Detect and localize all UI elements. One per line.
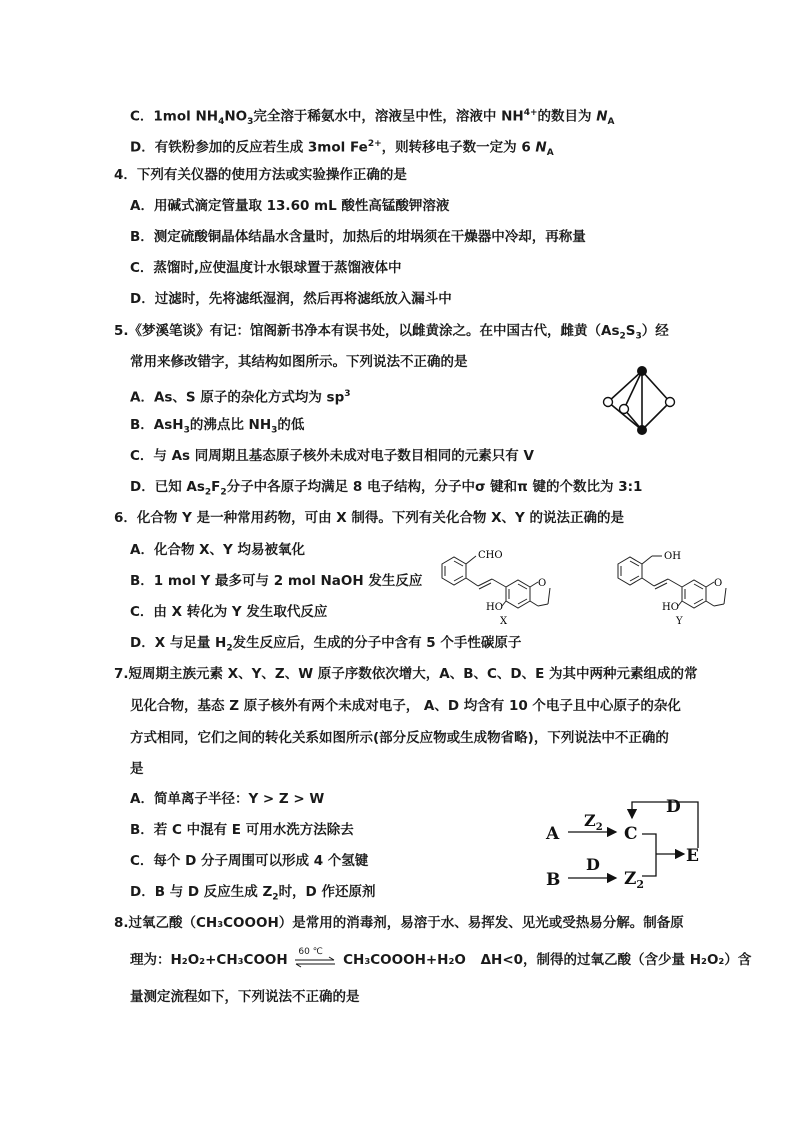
q5-option-b: B．AsH$_3$的沸点比 $NH_3$的低	[130, 417, 305, 436]
node-z2: $Z_2$	[624, 869, 645, 891]
x-compound-label: X	[500, 616, 508, 627]
q6-stem: 6．化合物 Y 是一种常用药物，可由 X 制得。下列有关化合物 X、Y 的说法正确的是	[114, 510, 624, 526]
q5-option-d: D．已知 $As_2F_2$分子中各原子均满足 8 电子结构，分子中σ 键和π 键的个数比为 3:1	[130, 479, 643, 498]
q7-stem-line3: 方式相同，它们之间的转化关系如图所示(部分反应物或生成物省略)，下列说法中不正确的	[130, 730, 669, 746]
s-atom-middle	[620, 405, 629, 414]
label-d-arrow: D	[586, 855, 600, 874]
y-ho-label: HO	[662, 602, 679, 613]
q5-option-c: C．与 As 同周期且基态原子核外未成对电子数目相同的元素只有 V	[130, 448, 534, 464]
q7-stem-line1: 7.短周期主族元素 X、Y、Z、W 原子序数依次增大，A、B、C、D、E 为其中两种元素组成的常	[114, 666, 698, 682]
q6-option-a: A．化合物 X、Y 均易被氧化	[130, 542, 306, 558]
q3-option-c: C．1mol $NH_4NO_3$完全溶于稀氨水中，溶液呈中性，溶液中 $NH^{4+}$的数目为 $N_A$	[130, 108, 615, 128]
as-atom-bottom	[637, 425, 647, 435]
y-compound-label: Y	[676, 616, 683, 627]
q6-option-b: B．1 mol Y 最多可与 2 mol NaOH 发生反应	[130, 573, 423, 589]
q7-option-a: A．简单离子半径：Y > Z > W	[130, 791, 325, 807]
y-oh-label: OH	[664, 551, 681, 562]
compound-y-structure	[608, 544, 758, 628]
q7-option-c: C．每个 D 分子周围可以形成 4 个氢键	[130, 853, 369, 869]
q7-stem-line2: 见化合物，基态 Z 原子核外有两个未成对电子， A、D 均含有 10 个电子且中心原子的杂化	[130, 698, 681, 714]
arrow-e-to-c	[632, 802, 698, 848]
s-atom-left	[604, 398, 613, 407]
q6-option-d: D．X 与足量 $H_2$发生反应后，生成的分子中含有 5 个手性碳原子	[130, 635, 522, 654]
q4-option-c: C．蒸馏时,应使温度计水银球置于蒸馏液体中	[130, 260, 402, 276]
bracket-c-z2	[642, 834, 656, 876]
q5-stem-line1: 5.《梦溪笔谈》有记：馆阁新书净本有误书处，以雌黄涂之。在中国古代，雌黄$(As_2S_3)$经	[114, 323, 669, 342]
q3-option-d: D．有铁粉参加的反应若生成 3mol $Fe^{2+}$，则转移电子数一定为 6 $N_A$	[130, 139, 554, 159]
q4-option-b: B．测定硫酸铜晶体结晶水含量时，加热后的坩埚须在干燥器中冷却，再称量	[130, 229, 586, 245]
node-e: E	[686, 846, 699, 866]
q4-option-a: A．用碱式滴定管量取 13.60 mL 酸性高锰酸钾溶液	[130, 198, 450, 214]
node-b: B	[546, 870, 561, 890]
label-z2-arrow: $Z_2$	[584, 811, 603, 833]
q8-stem-line1: 8.过氧乙酸（CH₃COOOH）是常用的消毒剂，易溶于水、易挥发、见光或受热易分解。制备原	[114, 915, 684, 931]
q4-option-d: D．过滤时，先将滤纸湿润，然后再将滤纸放入漏斗中	[130, 291, 452, 307]
as2s3-structure-figure	[596, 364, 684, 436]
node-a: A	[546, 824, 560, 844]
q8-stem-line3: 量测定流程如下，下列说法不正确的是	[130, 989, 360, 1005]
q6-option-c: C．由 X 转化为 Y 发生取代反应	[130, 604, 328, 620]
q4-stem: 4．下列有关仪器的使用方法或实验操作正确的是	[114, 167, 407, 183]
x-ho-label: HO	[486, 602, 503, 613]
q8-stem-line2: 理为：H₂O₂+CH₃COOH 60 ℃ CH₃COOOH+H₂O ΔH<0，制得的过氧乙酸（含少量 H₂O₂）含	[130, 947, 752, 968]
y-ring-o: O	[714, 578, 723, 589]
node-c: C	[624, 824, 638, 844]
q7-stem-line4: 是	[130, 761, 144, 777]
reversible-arrow: 60 ℃	[292, 951, 338, 969]
as-atom-top	[637, 366, 647, 376]
s-atom-right	[666, 398, 675, 407]
q5-stem-line2: 常用来修改错字，其结构如图所示。下列说法不正确的是	[130, 354, 468, 370]
q7-option-b: B．若 C 中混有 E 可用水洗方法除去	[130, 822, 354, 838]
q7-option-d: D．B 与 D 反应生成 $Z_2$时，D 作还原剂	[130, 884, 376, 903]
q5-option-a: A．As、S 原子的杂化方式均为 $sp^3$	[130, 389, 351, 406]
x-cho-label: CHO	[478, 550, 503, 561]
compound-x-structure	[432, 544, 582, 628]
q7-transformation-diagram	[536, 790, 716, 898]
x-ring-o: O	[538, 578, 547, 589]
label-d-top: D	[666, 797, 681, 817]
